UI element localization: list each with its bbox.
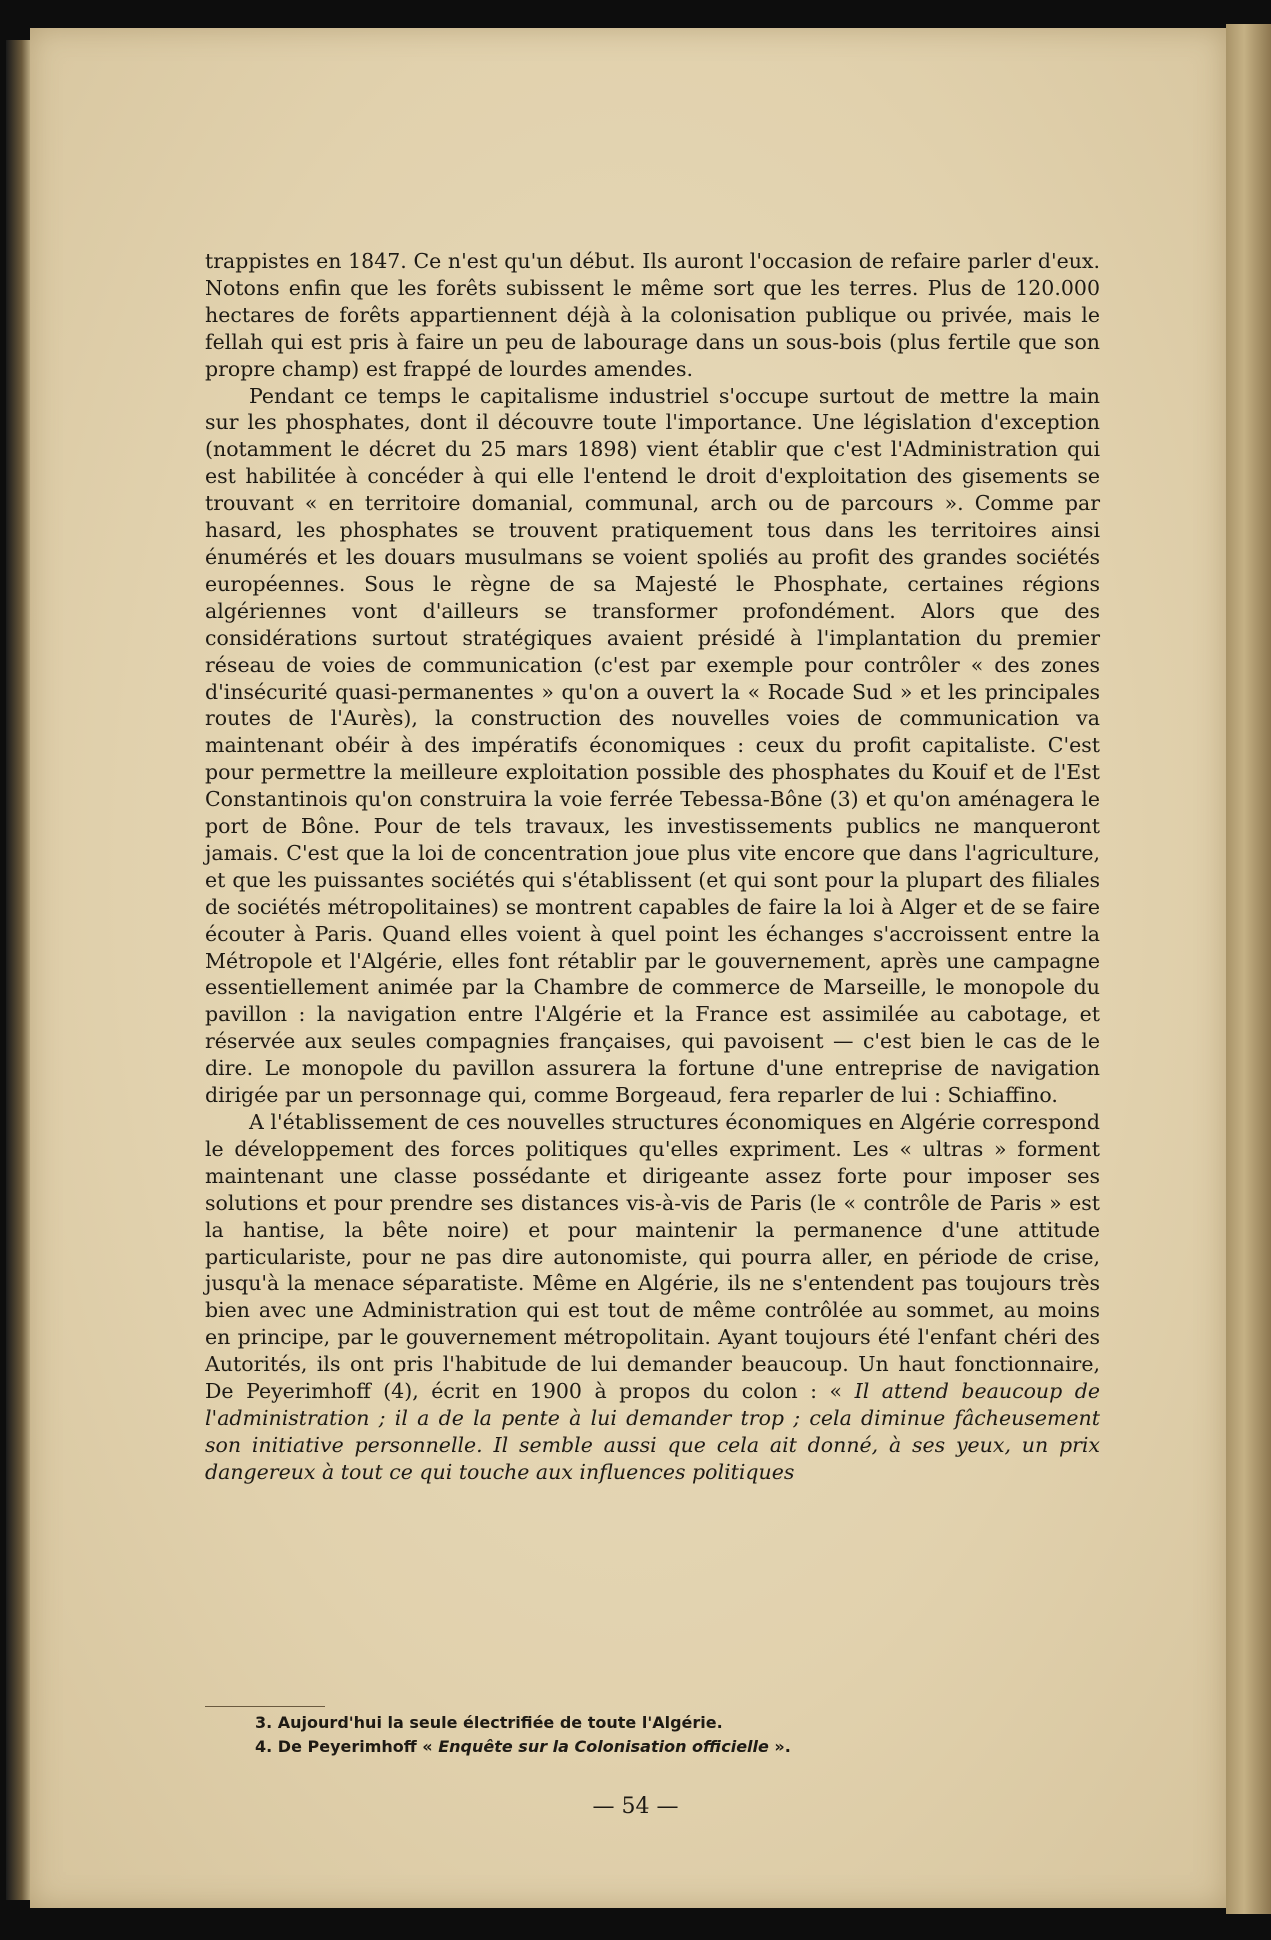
- book-left-edge: [6, 40, 32, 1900]
- footnote-4-suffix: ».: [768, 1737, 791, 1756]
- body-text: [205, 248, 1100, 1486]
- footnote-3: 3. Aujourd'hui la seule électrifiée de toute l'Algérie.: [255, 1713, 723, 1732]
- page-number: — 54 —: [592, 1794, 679, 1819]
- paragraph-2: Pendant ce temps le capitalisme industriel s'occupe surtout de mettre la main sur les phosphates, dont il découvre toute l'importance. Une législation d'exception (notamment le décret du 25 mars 1898) vient établir que c'est l'Administration qui est habilitée à concéder à qui elle l'entend le droit d'exploitation des gisements se trouvant « en territoire domanial, communal, arch ou de parcours ». Comme par hasard, les phosphates se trouvent pratiquement tous dans les territoires ainsi énumérés et les douars musulmans se voient spoliés au profit des grandes sociétés européennes. Sous le règne de sa Majesté le Phosphate, certaines régions algériennes vont d'ailleurs se transformer profondément. Alors que des considérations surtout stratégiques avaient présidé à l'implantation du premier réseau de voies de communication (c'est par exemple pour contrôler « des zones d'insécurité quasi-permanentes » qu'on a ouvert la « Rocade Sud » et les principales routes de l'Aurès), la construction des nouvelles voies de communication va maintenant obéir à des impératifs économiques : ceux du profit capitaliste. C'est pour permettre la meilleure exploitation possible des phosphates du Kouif et de l'Est Constantinois qu'on construira la voie ferrée Tebessa-Bône (3) et qu'on aménagera le port de Bône. Pour de tels travaux, les investissements publics ne manqueront jamais. C'est que la loi de concentration joue plus vite encore que dans l'agriculture, et que les puissantes sociétés qui s'établissent (et qui sont pour la plupart des filiales de sociétés métropolitaines) se montrent capables de faire la loi à Alger et de se faire écouter à Paris. Quand elles voient à quel point les échanges s'accroissent entre la Métropole et l'Algérie, elles font rétablir par le gouvernement, après une campagne essentiellement animée par la Chambre de commerce de Marseille, le monopole du pavillon : la navigation entre l'Algérie et la France est assimilée au cabotage, et réservée aux seules compagnies françaises, qui pavoisent — c'est bien le cas de le dire. Le monopole du pavillon assurera la fortune d'une entreprise de navigation dirigée par un personnage qui, comme Borgeaud, fera reparler de lui : Schiaffino.: [205, 383, 1100, 1108]
- footnote-rule: [205, 1706, 325, 1707]
- footnote-4: [205, 1735, 1100, 1759]
- footnote-4-title: Enquête sur la Colonisation officielle: [438, 1737, 769, 1756]
- footnotes: [205, 1711, 1100, 1759]
- book-spine-edge: [1226, 24, 1271, 1914]
- paragraph-3-quote: Il attend beaucoup de l'administration ; il a de la pente à lui demander trop ; cela diminue fâcheusement son initiative personnelle. Il semble aussi que cela ait donné, à ses yeux, un prix dangereux à tout ce qui touche aux influences politiques: [205, 1379, 1100, 1484]
- paragraph-3: [205, 1109, 1100, 1486]
- paragraph-1: trappistes en 1847. Ce n'est qu'un début. Ils auront l'occasion de refaire parler d'eux. Notons enfin que les forêts subissent le même sort que les terres. Plus de 120.000 hectares de forêts appartiennent déjà à la colonisation publique ou privée, mais le fellah qui est pris à faire un peu de labourage dans un sous-bois (plus fertile que son propre champ) est frappé de lourdes amendes.: [205, 249, 1100, 381]
- footnote-4-prefix: 4. De Peyerimhoff «: [255, 1737, 439, 1756]
- paragraph-3-roman: A l'établissement de ces nouvelles structures économiques en Algérie correspond le développement des forces politiques qu'elles expriment. Les « ultras » forment maintenant une classe possédante et dirigeante assez forte pour imposer ses solutions et pour prendre ses distances vis-à-vis de Paris (le « contrôle de Paris » est la hantise, la bête noire) et pour maintenir la permanence d'une attitude particulariste, pour ne pas dire autonomiste, qui pourra aller, en période de crise, jusqu'à la menace séparatiste. Même en Algérie, ils ne s'entendent pas toujours très bien avec une Administration qui est tout de même contrôlée au sommet, au moins en principe, par le gouvernement métropolitain. Ayant toujours été l'enfant chéri des Autorités, ils ont pris l'habitude de lui demander beaucoup. Un haut fonctionnaire, De Peyerimhoff (4), écrit en 1900 à propos du colon : «: [205, 1110, 1100, 1404]
